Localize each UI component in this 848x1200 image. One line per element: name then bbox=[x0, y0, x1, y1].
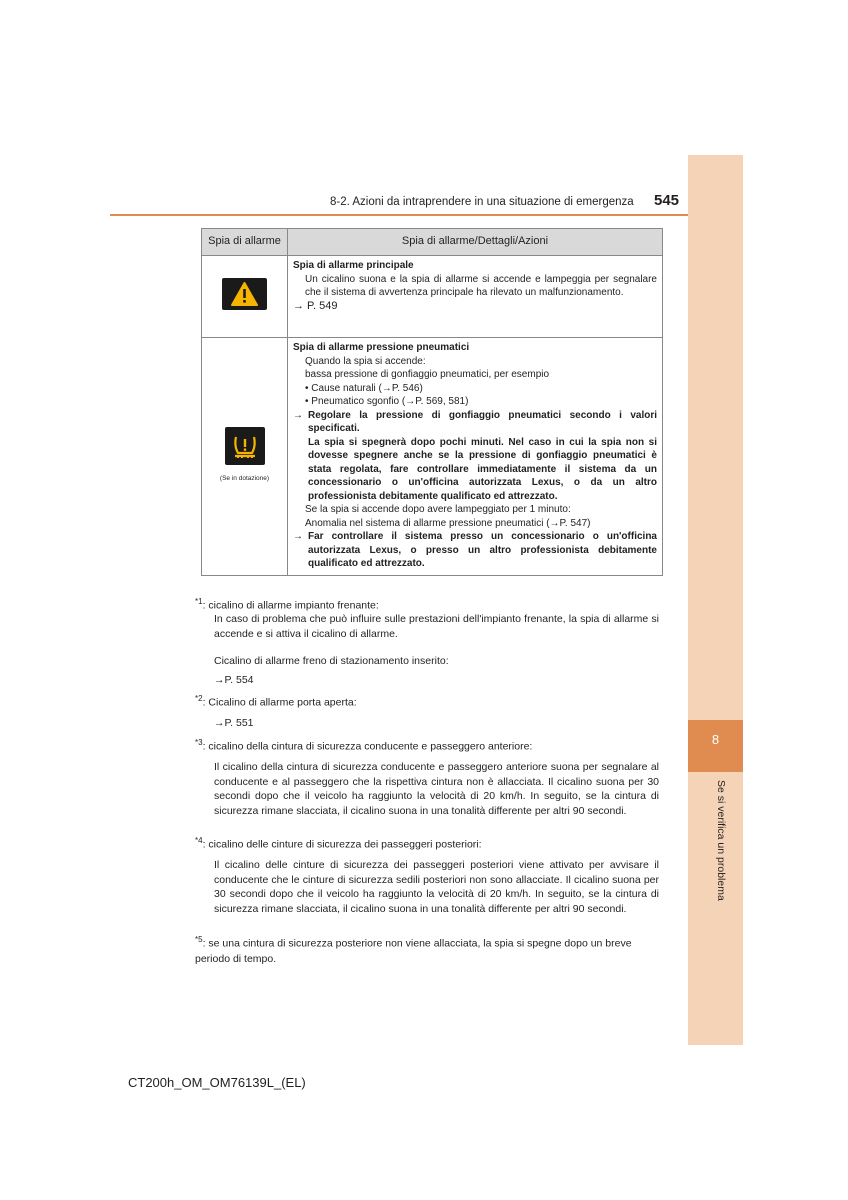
icon-cell bbox=[202, 338, 288, 576]
details-cell bbox=[288, 338, 663, 576]
footnote-4 bbox=[195, 833, 482, 853]
section-title: 8-2. Azioni da intraprendere in una situazione di emergenza bbox=[330, 196, 634, 208]
arrow-icon: → bbox=[293, 531, 303, 542]
footnote-title: : cicalino di allarme impianto frenante: bbox=[202, 599, 379, 612]
list-item-text[interactable]: Cause naturali (→P. 546) bbox=[311, 382, 423, 394]
document-code: CT200h_OM_OM76139L_(EL) bbox=[128, 1075, 306, 1090]
list-item: • Pneumatico sgonfio (→P. 569, 581) bbox=[305, 396, 469, 407]
page-reference-link[interactable]: →P. 551 bbox=[214, 717, 254, 729]
footnote-2 bbox=[195, 691, 357, 711]
footnote-marker: *2 bbox=[195, 694, 203, 703]
footnote-marker: *5 bbox=[195, 935, 203, 944]
footnote-marker: *4 bbox=[195, 836, 203, 845]
table-row bbox=[202, 338, 663, 576]
blink-condition-text: Se la spia si accende dopo avere lampeggiato per 1 minuto: bbox=[305, 504, 571, 515]
footnote-1 bbox=[195, 594, 379, 614]
arrow-icon: → bbox=[293, 409, 303, 421]
col-header-details: Spia di allarme/Dettagli/Azioni bbox=[288, 229, 663, 256]
condition-text: Quando la spia si accende: bbox=[305, 355, 426, 367]
page-reference-link[interactable]: →P. 554 bbox=[214, 674, 254, 686]
footnote-text: In caso di problema che può influire sulle prestazioni dell'impianto frenante, la spia di allarme si accende e si attiva il cicalino di allarme. bbox=[214, 613, 659, 640]
header-rule bbox=[110, 214, 688, 216]
tire-pressure-icon bbox=[225, 427, 265, 465]
table-row bbox=[202, 256, 663, 338]
row-title: Spia di allarme principale bbox=[293, 260, 414, 271]
icon-note: (Se in dotazione) bbox=[219, 475, 270, 483]
page-number: 545 bbox=[654, 192, 680, 209]
action-item bbox=[293, 530, 657, 571]
footnote-marker: *1 bbox=[195, 597, 203, 606]
details-cell bbox=[288, 256, 663, 338]
footnote-text: Il cicalino delle cinture di sicurezza dei passeggeri posteriori viene attivato per avvisare il conducente che le cinture di sicurezza sedili posteriori non sono allacciate. Il cicalino suona per 30 secondi dopo che il veicolo ha raggiunto la velocità di 20 km/h. In seguito, se la cintura di sicurezza rimane slacciata, il cicalino suona in una tonalità differente per altri 90 secondi. bbox=[214, 859, 659, 915]
action-detail-text: La spia si spegnerà dopo pochi minuti. Nel caso in cui la spia non si dovesse spegnere anche se la pressione di gonfiaggio pneumatici è stata regolata, fare controllare immediatamente il sistema da un concessionario o un'officina autorizzata Lexus, o da un altro professionista debitamente qualificato ed attrezzato. bbox=[308, 436, 657, 502]
footnote-text: : se una cintura di sicurezza posteriore non viene allacciata, la spia si spegne dopo un breve periodo di tempo. bbox=[195, 937, 632, 965]
action-text: Regolare la pressione di gonfiaggio pneumatici secondo i valori specificati. bbox=[308, 409, 657, 434]
footnote-5 bbox=[195, 932, 660, 968]
row-text: Un cicalino suona e la spia di allarme si accende e lampeggia per segnalare che il sistema di avvertenza principale ha rilevato un malfunzionamento. bbox=[305, 273, 657, 298]
footnote-marker: *3 bbox=[195, 738, 203, 747]
chapter-number: 8 bbox=[688, 720, 743, 772]
page-reference-link[interactable]: → P. 549 bbox=[293, 299, 338, 312]
footnote-text: Il cicalino della cintura di sicurezza conducente e passeggero anteriore suona per segnalare al conducente e al passeggero che la rispettiva cintura non è allacciata. Il cicalino suona per 30 secondi dopo che il veicolo ha raggiunto la velocità di 20 km/h. In seguito, se la cintura di sicurezza rimane slacciata, il cicalino suona in una tonalità differente per altri 90 secondi. bbox=[214, 761, 659, 817]
footnote-title: : cicalino delle cinture di sicurezza dei passeggeri posteriori: bbox=[202, 838, 482, 851]
footnote-title: : Cicalino di allarme porta aperta: bbox=[202, 696, 357, 709]
col-header-light: Spia di allarme bbox=[202, 229, 288, 256]
chapter-label: Se si verifica un problema bbox=[715, 780, 727, 901]
cause-text: bassa pressione di gonfiaggio pneumatici, per esempio bbox=[305, 369, 550, 380]
row-title: Spia di allarme pressione pneumatici bbox=[293, 342, 470, 353]
list-item: • Cause naturali (→P. 546) bbox=[305, 382, 423, 394]
footnote-title: : cicalino della cintura di sicurezza conducente e passeggero anteriore: bbox=[202, 740, 533, 753]
warning-light-table bbox=[201, 228, 663, 576]
list-item-text[interactable]: Pneumatico sgonfio (→P. 569, 581) bbox=[311, 396, 469, 407]
footnote-text: Cicalino di allarme freno di stazionamento inserito: bbox=[214, 655, 449, 667]
footnote-3 bbox=[195, 735, 532, 755]
table-header-row bbox=[202, 229, 663, 256]
icon-cell bbox=[202, 256, 288, 338]
anomaly-text: Anomalia nel sistema di allarme pressione pneumatici (→P. 547) bbox=[305, 517, 591, 529]
action-item bbox=[293, 409, 657, 504]
action-text: Far controllare il sistema presso un concessionario o un'officina autorizzata Lexus, o presso un altro professionista debitamente qualificato ed attrezzato. bbox=[308, 531, 657, 569]
master-warning-icon bbox=[222, 278, 267, 310]
